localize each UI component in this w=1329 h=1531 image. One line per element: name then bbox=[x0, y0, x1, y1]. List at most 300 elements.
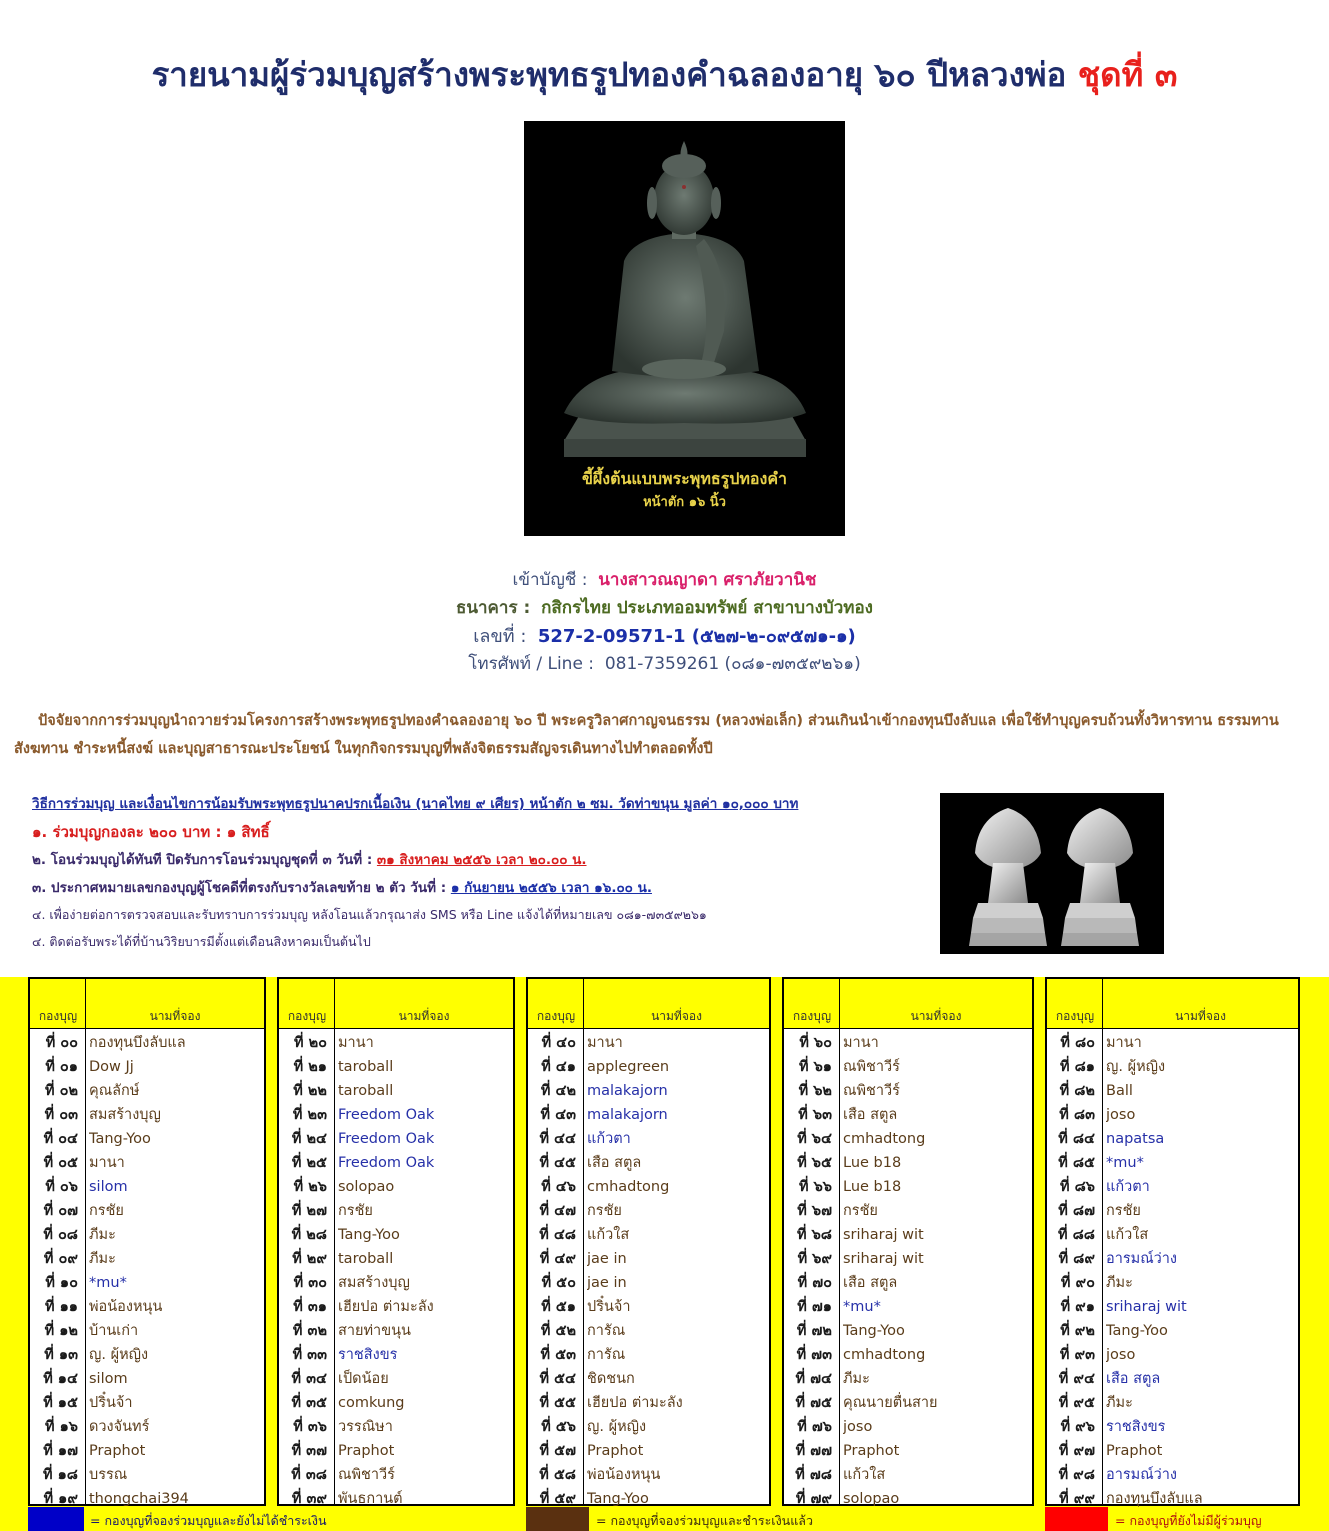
table-row bbox=[279, 1439, 513, 1463]
fund-number: ที่ ๖๘ bbox=[797, 1227, 832, 1243]
table-row bbox=[784, 1223, 1032, 1247]
column-header bbox=[30, 979, 264, 1029]
fund-number: ที่ ๘๔ bbox=[1058, 1131, 1095, 1147]
fund-number: ที่ ๖๐ bbox=[799, 1035, 832, 1051]
table-row bbox=[1047, 1055, 1298, 1079]
table-row bbox=[528, 1271, 769, 1295]
fund-number: ที่ ๗๑ bbox=[797, 1299, 832, 1315]
table-row bbox=[279, 1079, 513, 1103]
reserved-name: Dow Jj bbox=[89, 1059, 134, 1075]
reserved-name: ญ. ผู้หญิง bbox=[587, 1419, 647, 1435]
table-row bbox=[1047, 1103, 1298, 1127]
fund-number: ที่ ๘๐ bbox=[1060, 1035, 1095, 1051]
fund-number: ที่ ๙๐ bbox=[1060, 1275, 1095, 1291]
reserved-name: แก้วใส bbox=[843, 1467, 886, 1483]
fund-number: ที่ ๘๙ bbox=[1058, 1251, 1095, 1267]
header-reserved-name: นามที่จอง bbox=[910, 1009, 962, 1023]
account-number-line bbox=[0, 621, 1329, 650]
table-row bbox=[1047, 1031, 1298, 1055]
column-header bbox=[1047, 979, 1298, 1029]
reserved-name: ภีมะ bbox=[843, 1371, 870, 1387]
fund-number: ที่ ๙๓ bbox=[1059, 1347, 1095, 1363]
fund-number: ที่ ๓๙ bbox=[291, 1491, 327, 1507]
reserved-name: sriharaj wit bbox=[843, 1227, 924, 1243]
table-row bbox=[279, 1223, 513, 1247]
table-row bbox=[30, 1223, 264, 1247]
reserved-name: Lue b18 bbox=[843, 1179, 902, 1195]
reserved-name: เสือ สตูล bbox=[587, 1155, 642, 1171]
account-name-value: นางสาวณญาดา ศราภัยวานิช bbox=[598, 570, 817, 590]
page-title bbox=[0, 48, 1329, 101]
fund-number: ที่ ๒๑ bbox=[293, 1059, 327, 1075]
table-row bbox=[30, 1295, 264, 1319]
reserved-name: มานา bbox=[338, 1035, 374, 1051]
table-row bbox=[30, 1199, 264, 1223]
reserved-name: บ้านเก่า bbox=[89, 1323, 139, 1339]
reserved-name: มานา bbox=[89, 1155, 125, 1171]
fund-number: ที่ ๒๖ bbox=[293, 1179, 327, 1195]
fund-number: ที่ ๙๙ bbox=[1059, 1491, 1095, 1507]
reserved-name: solopao bbox=[843, 1491, 900, 1507]
rule-4: ๔. เพื่อง่ายต่อการตรวจสอบและรับทราบการร่วมบุญ หลังโอนแล้วกรุณาส่ง SMS หรือ Line แจ้งได้ที่หมายเลข ๐๘๑-๗๓๕๙๒๖๑ bbox=[32, 907, 707, 922]
reserved-name: napatsa bbox=[1106, 1131, 1165, 1147]
fund-number: ที่ ๖๒ bbox=[798, 1083, 832, 1099]
reserved-name: มานา bbox=[587, 1035, 623, 1051]
reserved-name: การัณ bbox=[587, 1323, 626, 1339]
header-fund-number: กองบุญ bbox=[536, 1009, 576, 1023]
table-row bbox=[784, 1295, 1032, 1319]
reserved-name: Praphot bbox=[587, 1443, 644, 1459]
row-list bbox=[1047, 1031, 1298, 1511]
reserved-name: แก้วตา bbox=[587, 1131, 631, 1147]
fund-number: ที่ ๖๓ bbox=[798, 1107, 832, 1123]
table-row bbox=[528, 1295, 769, 1319]
bank-value: กสิกรไทย ประเภทออมทรัพย์ สาขาบางบัวทอง bbox=[541, 598, 873, 618]
photo-caption-title: ขี้ผึ้งต้นแบบพระพุทธรูปทองคำ bbox=[581, 469, 788, 488]
fund-number: ที่ ๗๐ bbox=[797, 1275, 832, 1291]
reserved-name: แก้วใส bbox=[587, 1227, 630, 1243]
fund-number: ที่ ๕๙ bbox=[539, 1491, 576, 1507]
reserved-name: ภีมะ bbox=[89, 1227, 116, 1243]
table-row bbox=[1047, 1295, 1298, 1319]
fund-number: ที่ ๘๖ bbox=[1060, 1179, 1095, 1195]
table-row bbox=[30, 1247, 264, 1271]
fund-number: ที่ ๘๕ bbox=[1058, 1155, 1095, 1171]
table-row bbox=[528, 1439, 769, 1463]
reserved-name: พ่อน้องหนุน bbox=[89, 1299, 163, 1315]
reserved-name: ญ. ผู้หญิง bbox=[1106, 1059, 1166, 1075]
rule-2 bbox=[32, 848, 587, 870]
reserved-name: silom bbox=[89, 1179, 128, 1195]
table-row bbox=[279, 1343, 513, 1367]
reserved-name: ณพิชาวีร์ bbox=[843, 1059, 900, 1075]
reserved-name: cmhadtong bbox=[587, 1179, 670, 1195]
table-row bbox=[30, 1031, 264, 1055]
fund-number: ที่ ๖๗ bbox=[797, 1203, 832, 1219]
fund-number: ที่ ๑๗ bbox=[43, 1443, 78, 1459]
table-row bbox=[279, 1103, 513, 1127]
reserved-name: มานา bbox=[1106, 1035, 1142, 1051]
table-row bbox=[784, 1271, 1032, 1295]
rule-3-text: ๓. ประกาศหมายเลขกองบุญผู้โชคดีที่ตรงกับรางวัลเลขท้าย ๒ ตัว วันที่ : bbox=[32, 880, 447, 896]
reserved-name: กรชัย bbox=[843, 1203, 878, 1219]
table-row bbox=[528, 1151, 769, 1175]
fund-number: ที่ ๐๕ bbox=[43, 1155, 78, 1171]
fund-number: ที่ ๙๗ bbox=[1058, 1443, 1095, 1459]
booking-column-4 bbox=[782, 977, 1034, 1506]
reserved-name: ราชสิงขร bbox=[338, 1347, 398, 1363]
fund-number: ที่ ๔๖ bbox=[541, 1179, 576, 1195]
reserved-name: ภีมะ bbox=[1106, 1275, 1133, 1291]
table-row bbox=[279, 1463, 513, 1487]
table-row bbox=[1047, 1415, 1298, 1439]
fund-number: ที่ ๐๒ bbox=[44, 1083, 78, 1099]
header-reserved-name: นามที่จอง bbox=[651, 1009, 702, 1023]
reserved-name: ณพิชาวีร์ bbox=[843, 1083, 900, 1099]
reserved-name: เป็ดน้อย bbox=[338, 1371, 389, 1387]
table-row bbox=[1047, 1391, 1298, 1415]
table-row bbox=[279, 1055, 513, 1079]
header-fund-number: กองบุญ bbox=[38, 1009, 78, 1023]
table-row bbox=[784, 1415, 1032, 1439]
rule-1: ๑. ร่วมบุญกองละ ๒๐๐ บาท : ๑ สิทธิ์ bbox=[32, 823, 270, 841]
table-row bbox=[528, 1199, 769, 1223]
legend-paid-text: = กองบุญที่จองร่วมบุญและชำระเงินแล้ว bbox=[596, 1513, 813, 1528]
table-row bbox=[528, 1391, 769, 1415]
phone-value: 081-7359261 (๐๘๑-๗๓๕๙๒๖๑) bbox=[604, 654, 861, 674]
title-main: รายนามผู้ร่วมบุญสร้างพระพุทธรูปทองคำฉลองอายุ ๖๐ ปีหลวงพ่อ bbox=[151, 55, 1067, 94]
fund-number: ที่ ๘๗ bbox=[1058, 1203, 1095, 1219]
table-row bbox=[528, 1055, 769, 1079]
fund-number: ที่ ๔๕ bbox=[539, 1155, 576, 1171]
fund-number: ที่ ๓๓ bbox=[292, 1347, 327, 1363]
fund-number: ที่ ๕๖ bbox=[541, 1419, 576, 1435]
table-row bbox=[279, 1319, 513, 1343]
reserved-name: ดวงจันทร์ bbox=[89, 1419, 150, 1435]
fund-number: ที่ ๐๑ bbox=[45, 1059, 78, 1075]
table-row bbox=[279, 1295, 513, 1319]
reserved-name: sriharaj wit bbox=[1106, 1299, 1187, 1315]
reserved-name: taroball bbox=[338, 1251, 394, 1267]
reserved-name: มานา bbox=[843, 1035, 879, 1051]
fund-number: ที่ ๐๖ bbox=[45, 1179, 78, 1195]
fund-number: ที่ ๖๙ bbox=[797, 1251, 832, 1267]
reserved-name: Tang-Yoo bbox=[1106, 1323, 1168, 1339]
table-row bbox=[279, 1415, 513, 1439]
column-header bbox=[784, 979, 1032, 1029]
column-header bbox=[528, 979, 769, 1029]
table-row bbox=[784, 1199, 1032, 1223]
table-row bbox=[30, 1103, 264, 1127]
reserved-name: Freedom Oak bbox=[338, 1155, 435, 1171]
row-list bbox=[30, 1031, 264, 1511]
row-list bbox=[528, 1031, 769, 1511]
header-fund-number: กองบุญ bbox=[792, 1009, 832, 1023]
fund-number: ที่ ๖๑ bbox=[798, 1059, 832, 1075]
naga-buddha-photo bbox=[940, 793, 1164, 954]
booking-column-3 bbox=[526, 977, 771, 1506]
fund-number: ที่ ๗๙ bbox=[795, 1491, 832, 1507]
fund-number: ที่ ๔๙ bbox=[539, 1251, 576, 1267]
fund-number: ที่ ๑๙ bbox=[43, 1491, 78, 1507]
fund-number: ที่ ๕๐ bbox=[541, 1275, 576, 1291]
reserved-name: malakajorn bbox=[587, 1107, 668, 1123]
reserved-name: solopao bbox=[338, 1179, 395, 1195]
phone-line bbox=[0, 650, 1329, 677]
fund-number: ที่ ๙๖ bbox=[1060, 1419, 1095, 1435]
reserved-name: กรชัย bbox=[587, 1203, 622, 1219]
fund-number: ที่ ๓๐ bbox=[293, 1275, 327, 1291]
reserved-name: พันธกานต์ bbox=[338, 1491, 403, 1507]
fund-number: ที่ ๗๘ bbox=[795, 1467, 832, 1483]
fund-number: ที่ ๕๕ bbox=[539, 1395, 576, 1411]
fund-number: ที่ ๓๔ bbox=[291, 1371, 327, 1387]
legend-unpaid-swatch bbox=[28, 1507, 84, 1531]
reserved-name: แก้วใส bbox=[1106, 1227, 1149, 1243]
header-reserved-name: นามที่จอง bbox=[149, 1009, 201, 1023]
legend-empty-text: = กองบุญที่ยังไม่มีผู้ร่วมบุญ bbox=[1115, 1513, 1262, 1528]
table-row bbox=[30, 1367, 264, 1391]
reserved-name: อารมณ์ว่าง bbox=[1106, 1251, 1178, 1267]
reserved-name: เสือ สตูล bbox=[843, 1107, 898, 1123]
fund-number: ที่ ๒๘ bbox=[291, 1227, 327, 1243]
account-name-line bbox=[0, 566, 1329, 593]
table-row bbox=[1047, 1463, 1298, 1487]
reserved-name: Ball bbox=[1106, 1083, 1133, 1099]
rule-2-deadline: ๓๑ สิงหาคม ๒๕๕๖ เวลา ๒๐.๐๐ น. bbox=[376, 852, 587, 868]
table-row bbox=[784, 1367, 1032, 1391]
reserved-name: เฮียปอ ต่ามะลัง bbox=[587, 1395, 683, 1411]
bank-line bbox=[0, 594, 1329, 621]
fund-number: ที่ ๒๔ bbox=[291, 1131, 327, 1147]
table-row bbox=[784, 1343, 1032, 1367]
fund-number: ที่ ๒๐ bbox=[293, 1035, 327, 1051]
reserved-name: Lue b18 bbox=[843, 1155, 902, 1171]
reserved-name: Tang-Yoo bbox=[89, 1131, 151, 1147]
fund-number: ที่ ๒๓ bbox=[292, 1107, 327, 1123]
fund-number: ที่ ๑๕ bbox=[43, 1395, 78, 1411]
reserved-name: taroball bbox=[338, 1083, 394, 1099]
legend-empty bbox=[1045, 1507, 1329, 1531]
reserved-name: สมสร้างบุญ bbox=[89, 1107, 161, 1123]
table-row bbox=[528, 1463, 769, 1487]
fund-number: ที่ ๙๒ bbox=[1060, 1323, 1095, 1339]
row-list bbox=[279, 1031, 513, 1511]
reserved-name: ณพิชาวีร์ bbox=[338, 1467, 395, 1483]
table-row bbox=[279, 1151, 513, 1175]
table-row bbox=[528, 1247, 769, 1271]
fund-number: ที่ ๐๘ bbox=[43, 1227, 78, 1243]
reserved-name: sriharaj wit bbox=[843, 1251, 924, 1267]
fund-number: ที่ ๗๓ bbox=[796, 1347, 832, 1363]
fund-number: ที่ ๗๕ bbox=[795, 1395, 832, 1411]
reserved-name: joso bbox=[843, 1419, 873, 1435]
fund-number: ที่ ๕๓ bbox=[540, 1347, 576, 1363]
account-number-label: เลขที่ : bbox=[473, 626, 527, 647]
title-set-number: ชุดที่ ๓ bbox=[1077, 55, 1178, 94]
fund-number: ที่ ๕๗ bbox=[539, 1443, 576, 1459]
reserved-name: cmhadtong bbox=[843, 1347, 926, 1363]
fund-number: ที่ ๔๗ bbox=[539, 1203, 576, 1219]
table-row bbox=[528, 1079, 769, 1103]
legend-unpaid bbox=[28, 1507, 508, 1531]
fund-number: ที่ ๑๐ bbox=[45, 1275, 78, 1291]
table-row bbox=[1047, 1343, 1298, 1367]
fund-number: ที่ ๘๓ bbox=[1059, 1107, 1095, 1123]
reserved-name: คุณลักษ์ bbox=[89, 1083, 140, 1099]
reserved-name: Freedom Oak bbox=[338, 1107, 435, 1123]
table-row bbox=[784, 1247, 1032, 1271]
reserved-name: *mu* bbox=[1106, 1155, 1144, 1171]
rules-heading-link[interactable]: วิธีการร่วมบุญ และเงื่อนไขการน้อมรับพระพุทธรูปนาคปรกเนื้อเงิน (นาคไทย ๙ เศียร) หน้าตัก ๒ ซม. วัดท่าขนุน มูลค่า ๑๐,๐๐๐ บาท bbox=[32, 796, 799, 812]
account-name-label: เข้าบัญชี : bbox=[512, 570, 588, 590]
table-row bbox=[279, 1031, 513, 1055]
rule-5: ๔. ติดต่อรับพระได้ที่บ้านวิริยบารมีตั้งแต่เดือนสิงหาคมเป็นต้นไป bbox=[32, 934, 371, 949]
reserved-name: taroball bbox=[338, 1059, 394, 1075]
reserved-name: Freedom Oak bbox=[338, 1131, 435, 1147]
table-row bbox=[528, 1319, 769, 1343]
table-row bbox=[279, 1271, 513, 1295]
table-row bbox=[30, 1415, 264, 1439]
table-row bbox=[1047, 1079, 1298, 1103]
table-row bbox=[528, 1223, 769, 1247]
booking-column-1 bbox=[28, 977, 266, 1506]
fund-number: ที่ ๖๕ bbox=[797, 1155, 832, 1171]
rule-3 bbox=[32, 876, 652, 898]
table-row bbox=[784, 1079, 1032, 1103]
table-row bbox=[279, 1391, 513, 1415]
fund-number: ที่ ๔๐ bbox=[541, 1035, 576, 1051]
fund-number: ที่ ๒๒ bbox=[293, 1083, 327, 1099]
legend-paid-swatch bbox=[526, 1507, 589, 1531]
table-row bbox=[30, 1463, 264, 1487]
phone-label: โทรศัพท์ / Line : bbox=[468, 654, 595, 674]
reserved-name: silom bbox=[89, 1371, 128, 1387]
fund-number: ที่ ๔๔ bbox=[539, 1131, 576, 1147]
table-row bbox=[30, 1319, 264, 1343]
table-row bbox=[30, 1271, 264, 1295]
reserved-name: พ่อน้องหนุน bbox=[587, 1467, 661, 1483]
reserved-name: ภีมะ bbox=[89, 1251, 116, 1267]
fund-number: ที่ ๓๘ bbox=[291, 1467, 327, 1483]
reserved-name: Praphot bbox=[843, 1443, 900, 1459]
reserved-name: สมสร้างบุญ bbox=[338, 1275, 410, 1291]
fund-number: ที่ ๔๒ bbox=[540, 1083, 576, 1099]
fund-number: ที่ ๖๔ bbox=[797, 1131, 832, 1147]
intro-paragraph: ปัจจัยจากการร่วมบุญนำถวายร่วมโครงการสร้างพระพุทธรูปทองคำฉลองอายุ ๖๐ ปี พระครูวิลาศกาญจนธรรม (หลวงพ่อเล็ก) ส่วนเกินนำเข้ากองทุนบึงลับแล เพื่อใช้ทำบุญครบถ้วนทั้งวิหารทาน ธรรมทาน สังฆทาน ชำระหนี้สงฆ์ และบุญสาธารณะประโยชน์ ในทุกกิจกรรมบุญที่พลังจิตธรรมสัญจรเดินทางไปทำตลอดทั้งปี bbox=[14, 713, 1279, 757]
table-row bbox=[30, 1175, 264, 1199]
fund-number: ที่ ๓๒ bbox=[292, 1323, 327, 1339]
header-fund-number: กองบุญ bbox=[287, 1009, 327, 1023]
reserved-name: กองทุนบึงลับแล bbox=[89, 1035, 186, 1051]
table-row bbox=[279, 1127, 513, 1151]
reserved-name: เฮียปอ ต่ามะลัง bbox=[338, 1299, 434, 1315]
table-row bbox=[1047, 1127, 1298, 1151]
table-row bbox=[784, 1127, 1032, 1151]
fund-number: ที่ ๘๘ bbox=[1058, 1227, 1095, 1243]
fund-number: ที่ ๗๗ bbox=[795, 1443, 832, 1459]
fund-number: ที่ ๔๓ bbox=[540, 1107, 576, 1123]
table-row bbox=[784, 1391, 1032, 1415]
table-row bbox=[279, 1367, 513, 1391]
reserved-name: ญ. ผู้หญิง bbox=[89, 1347, 149, 1363]
reserved-name: comkung bbox=[338, 1395, 405, 1411]
fund-number: ที่ ๑๖ bbox=[44, 1419, 78, 1435]
fund-number: ที่ ๑๘ bbox=[43, 1467, 78, 1483]
header-fund-number: กองบุญ bbox=[1055, 1009, 1095, 1023]
table-row bbox=[30, 1079, 264, 1103]
table-row bbox=[279, 1175, 513, 1199]
table-row bbox=[1047, 1271, 1298, 1295]
reserved-name: jae in bbox=[587, 1275, 627, 1291]
booking-column-2 bbox=[277, 977, 515, 1506]
table-row bbox=[1047, 1175, 1298, 1199]
fund-number: ที่ ๐๐ bbox=[45, 1035, 78, 1051]
table-row bbox=[30, 1151, 264, 1175]
fund-number: ที่ ๙๔ bbox=[1058, 1371, 1095, 1387]
reserved-name: Tang-Yoo bbox=[587, 1491, 649, 1507]
fund-number: ที่ ๗๒ bbox=[796, 1323, 832, 1339]
fund-number: ที่ ๔๑ bbox=[541, 1059, 576, 1075]
reserved-name: Praphot bbox=[1106, 1443, 1163, 1459]
naga-buddha-image bbox=[940, 793, 1164, 954]
table-row bbox=[30, 1055, 264, 1079]
reserved-name: ชิดชนก bbox=[587, 1371, 635, 1387]
reserved-name: กรชัย bbox=[89, 1203, 124, 1219]
fund-number: ที่ ๒๕ bbox=[291, 1155, 327, 1171]
fund-number: ที่ ๙๑ bbox=[1060, 1299, 1095, 1315]
reserved-name: คุณนายตื่นสาย bbox=[843, 1395, 938, 1411]
reserved-name: บรรณ bbox=[89, 1467, 128, 1483]
legend-paid bbox=[526, 1507, 1026, 1531]
table-row bbox=[528, 1127, 769, 1151]
table-row bbox=[784, 1055, 1032, 1079]
reserved-name: Tang-Yoo bbox=[843, 1323, 905, 1339]
table-row bbox=[1047, 1439, 1298, 1463]
booking-table bbox=[0, 977, 1329, 1531]
reserved-name: thongchai394 bbox=[89, 1491, 189, 1507]
reserved-name: cmhadtong bbox=[843, 1131, 926, 1147]
table-row bbox=[30, 1391, 264, 1415]
fund-number: ที่ ๐๔ bbox=[43, 1131, 78, 1147]
fund-number: ที่ ๕๘ bbox=[539, 1467, 576, 1483]
table-row bbox=[1047, 1151, 1298, 1175]
reserved-name: สายท่าขนุน bbox=[338, 1323, 411, 1339]
fund-number: ที่ ๓๕ bbox=[291, 1395, 327, 1411]
reserved-name: กองทุนบึงลับแล bbox=[1106, 1491, 1203, 1507]
fund-number: ที่ ๑๔ bbox=[43, 1371, 78, 1387]
table-row bbox=[784, 1175, 1032, 1199]
fund-number: ที่ ๔๘ bbox=[539, 1227, 576, 1243]
fund-number: ที่ ๖๖ bbox=[798, 1179, 832, 1195]
table-row bbox=[784, 1319, 1032, 1343]
reserved-name: *mu* bbox=[89, 1275, 127, 1291]
reserved-name: ราชสิงขร bbox=[1106, 1419, 1166, 1435]
fund-number: ที่ ๙๘ bbox=[1058, 1467, 1095, 1483]
reserved-name: กรชัย bbox=[338, 1203, 373, 1219]
header-reserved-name: นามที่จอง bbox=[1175, 1009, 1226, 1023]
fund-number: ที่ ๑๒ bbox=[44, 1323, 78, 1339]
fund-number: ที่ ๗๔ bbox=[795, 1371, 832, 1387]
photo-caption-size: หน้าตัก ๑๖ นิ้ว bbox=[643, 495, 726, 510]
fund-number: ที่ ๕๒ bbox=[540, 1323, 576, 1339]
reserved-name: ภีมะ bbox=[1106, 1395, 1133, 1411]
fund-number: ที่ ๑๓ bbox=[44, 1347, 78, 1363]
reserved-name: Tang-Yoo bbox=[338, 1227, 400, 1243]
table-row bbox=[1047, 1367, 1298, 1391]
fund-number: ที่ ๒๗ bbox=[291, 1203, 327, 1219]
reserved-name: jae in bbox=[587, 1251, 627, 1267]
